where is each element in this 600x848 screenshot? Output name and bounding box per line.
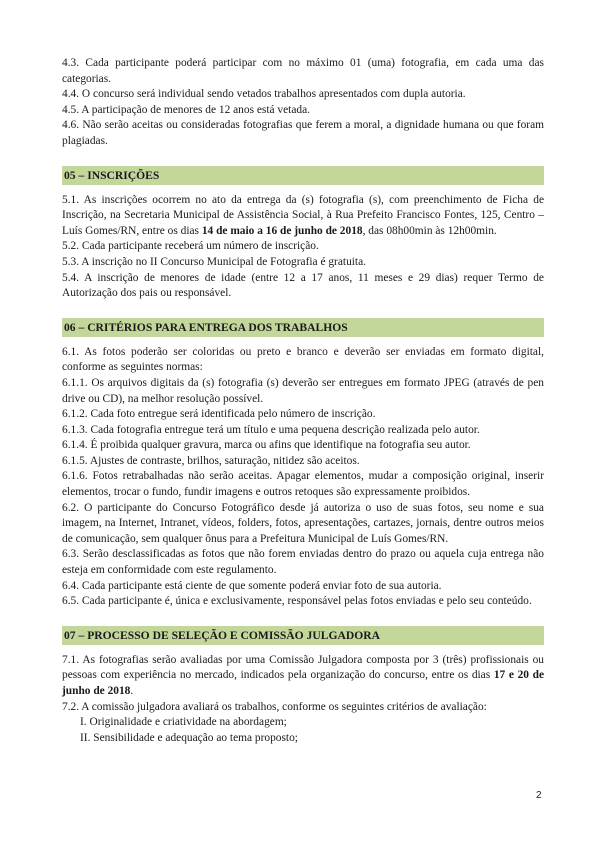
- section-7-body: [62, 653, 544, 747]
- paragraph-6-1-4: 6.1.4. É proibida qualquer gravura, marca ou afins que identifique na fotografia seu autor.: [62, 439, 471, 452]
- paragraph-7-1-text-c: .: [130, 685, 134, 697]
- paragraph-6-1-2: 6.1.2. Cada foto entregue será identificada pelo número de inscrição.: [62, 408, 376, 421]
- paragraph-7-1-text-a: 7.1. As fotografias serão avaliadas por uma Comissão Julgadora composta por 3 (três) profissionais ou pessoas com experiência no mercado, indicados pela organização do concurso, entre os dias: [62, 653, 544, 682]
- paragraph-6-1-1: 6.1.1. Os arquivos digitais da (s) fotografia (s) deverão ser entregues em formato JPEG (através de pen drive ou CD), na melhor resolução possível.: [62, 376, 544, 405]
- criteria-item-2: II. Sensibilidade e adequação ao tema proposto;: [80, 731, 298, 744]
- paragraph-6-1-3: 6.1.3. Cada fotografia entregue terá um título e uma pequena descrição realizada pelo autor.: [62, 423, 480, 436]
- paragraph-6-1: 6.1. As fotos poderão ser coloridas ou preto e branco e deverão ser enviadas em formato digital, conforme as seguintes normas:: [62, 345, 544, 374]
- paragraph-4-4: 4.4. O concurso será individual sendo vetados trabalhos apresentados com dupla autoria.: [62, 88, 466, 101]
- paragraph-6-1-5: 6.1.5. Ajustes de contraste, brilhos, saturação, nitidez são aceitos.: [62, 454, 360, 467]
- paragraph-5-2: 5.2. Cada participante receberá um número de inscrição.: [62, 240, 319, 253]
- paragraph-6-1-6: 6.1.6. Fotos retrabalhadas não serão aceitas. Apagar elementos, mudar a composição original, inserir elementos, trocar o fundo, fundir imagens e outros retoques são expressamente proibidos.: [62, 470, 544, 499]
- section-6-body: [62, 345, 544, 610]
- paragraph-6-5: 6.5. Cada participante é, única e exclusivamente, responsável pelas fotos enviadas e pelo seu conteúdo.: [62, 595, 532, 608]
- section-5-heading: 05 – INSCRIÇÕES: [62, 166, 544, 185]
- page-number: 2: [536, 790, 542, 801]
- paragraph-5-1-dates: 14 de maio a 16 de junho de 2018: [201, 224, 363, 237]
- paragraph-6-4: 6.4. Cada participante está ciente de que somente poderá enviar foto de sua autoria.: [62, 579, 442, 592]
- paragraph-5-1: [62, 193, 544, 240]
- section-4-continued: [62, 56, 544, 150]
- paragraph-7-1: [62, 653, 544, 700]
- paragraph-4-5: 4.5. A participação de menores de 12 anos está vetada.: [62, 103, 310, 116]
- paragraph-5-3: 5.3. A inscrição no II Concurso Municipal de Fotografia é gratuita.: [62, 255, 366, 268]
- paragraph-4-3: 4.3. Cada participante poderá participar com no máximo 01 (uma) fotografia, em cada uma das categorias.: [62, 57, 544, 85]
- criteria-item-1: I. Originalidade e criatividade na abordagem;: [80, 716, 287, 729]
- paragraph-4-6: 4.6. Não serão aceitas ou consideradas fotografias que ferem a moral, a dignidade humana ou que foram plagiadas.: [62, 119, 544, 147]
- paragraph-6-3: 6.3. Serão desclassificadas as fotos que não forem enviadas dentro do prazo ou aquela cuja entrega não esteja em conformidade com este regulamento.: [62, 548, 544, 577]
- paragraph-5-1-text-c: , das 08h00min às 12h00min.: [362, 224, 497, 237]
- section-6-heading: 06 – CRITÉRIOS PARA ENTREGA DOS TRABALHOS: [62, 318, 544, 337]
- document-page: [62, 56, 544, 746]
- paragraph-6-2: 6.2. O participante do Concurso Fotográfico desde já autoriza o uso de suas fotos, seu nome e sua imagem, na Internet, Intranet, vídeos, folders, fotos, apresentações, cartazes, jornais, dentre outros meios de comunicação, sem qualquer ônus para a Prefeitura Municipal de Luís Gomes/RN.: [62, 501, 544, 545]
- paragraph-7-1-dates: 17 e 20 de junho de 2018: [62, 669, 545, 697]
- section-7-heading: 07 – PROCESSO DE SELEÇÃO E COMISSÃO JULGADORA: [62, 626, 544, 645]
- section-5-body: [62, 193, 544, 302]
- paragraph-5-4: 5.4. A inscrição de menores de idade (entre 12 a 17 anos, 11 meses e 29 dias) requer Termo de Autorização dos pais ou responsável.: [62, 271, 544, 300]
- paragraph-7-2: 7.2. A comissão julgadora avaliará os trabalhos, conforme os seguintes critérios de avaliação:: [62, 700, 487, 713]
- paragraph-5-1-text-a: 5.1. As inscrições ocorrem no ato da entrega da (s) fotografia (s), com preenchimento de Ficha de Inscrição, na Secretaria Municipal de Assistência Social, à Rua Prefeito Francisco Fontes, 125, Centro – Luís Gomes/RN, entre os dias: [62, 193, 544, 237]
